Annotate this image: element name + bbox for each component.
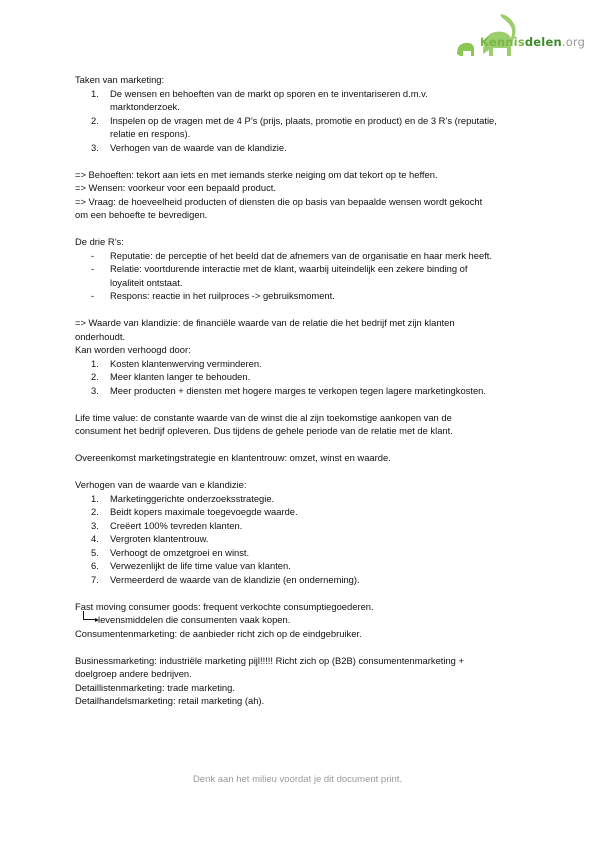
list-item: 1. Kosten klantenwerving verminderen.: [91, 357, 262, 369]
section-heading: Verhogen van de waarde van e klandizie:: [75, 479, 247, 490]
list-item: - Reputatie: de perceptie of het beeld dat de afnemers van de organisatie en haar merk heeft.: [91, 249, 493, 261]
paragraph-line: doelgroep andere bedrijven.: [75, 668, 192, 679]
definition-line: om een behoefte te bevredigen.: [75, 209, 208, 220]
paragraph-line: Businessmarketing: industriële marketing pijl!!!!! Richt zich op (B2B) consumentenmarketing +: [75, 654, 464, 666]
sub-line: levensmiddelen die consumenten vaak kopen.: [75, 613, 535, 627]
list-item: 5. Verhoogt de omzetgroei en winst.: [91, 546, 250, 558]
paragraph-line: Consumentenmarketing: de aanbieder richt zich op de eindgebruiker.: [75, 627, 362, 639]
list-item: - Relatie: voortdurende interactie met de klant, waarbij uiteindelijk een zekere binding of loyaliteit ontstaat.: [91, 263, 468, 288]
footer-note: Denk aan het milieu voordat je dit document print.: [192, 774, 403, 785]
definition-line: => Wensen: voorkeur voor een bepaald product.: [75, 182, 276, 193]
paragraph-line: Overeenkomst marketingstrategie en klantentrouw: omzet, winst en waarde.: [75, 452, 391, 463]
list-item: 2. Meer klanten langer te behouden.: [91, 371, 251, 382]
logo-text: Kennisdelen.org: [480, 35, 586, 49]
list-item: 1. De wensen en behoeften van de markt op sporen en te inventariseren d.m.v. marktonderzoek.: [91, 87, 428, 112]
list-item: - Respons: reactie in het ruilproces -> gebruiksmoment.: [91, 290, 335, 301]
list-item: 7. Vermeerderd de waarde van de klandizie (en onderneming).: [91, 573, 360, 585]
section-heading: De drie R’s:: [75, 236, 124, 247]
list-item: 2. Beidt kopers maximale toegevoegde waarde.: [91, 506, 298, 517]
list-item: 2. Inspelen op de vragen met de 4 P’s (prijs, plaats, promotie en product) en de 3 R’s (reputatie, relatie en respons).: [91, 114, 497, 139]
list-item: 1. Marketinggerichte onderzoeksstrategie.: [91, 492, 275, 504]
paragraph-line: Detailhandelsmarketing: retail marketing (ah).: [75, 695, 265, 706]
list-item: 6. Verwezenlijkt de life time value van klanten.: [91, 560, 291, 571]
section-heading: Taken van marketing:: [75, 74, 165, 85]
list-item: 3. Creëert 100% tevreden klanten.: [91, 519, 243, 531]
definition-line: => Vraag: de hoeveelheid producten of diensten die op basis van bepaalde wensen wordt gekocht: [75, 195, 483, 207]
paragraph-line: Detaillistenmarketing: trade marketing.: [75, 681, 235, 693]
taken-list: [75, 87, 535, 155]
paragraph-line: consument het bedrijf opleveren. Dus tijdens de gehele periode van de relatie met de klant.: [75, 425, 453, 436]
definition-line: => Waarde van klandizie: de financiële waarde van de relatie die het bedrijf met zijn klanten: [75, 317, 455, 328]
list-item: 3. Meer producten + diensten met hogere marges te verkopen tegen lagere marketingkosten.: [91, 384, 487, 396]
section-heading: Kan worden verhoogd door:: [75, 344, 191, 355]
paragraph-line: Life time value: de constante waarde van de winst die al zijn toekomstige aankopen van de: [75, 411, 452, 423]
list-item: 4. Vergroten klantentrouw.: [91, 533, 209, 544]
paragraph-line: Fast moving consumer goods: frequent verkochte consumptiegoederen.: [75, 600, 374, 612]
list-item: 3. Verhogen van de waarde van de klandizie.: [91, 141, 287, 153]
definition-line: => Behoeften: tekort aan iets en met iemands sterke neiging om dat tekort op te heffen.: [75, 168, 438, 180]
document-body: [75, 73, 535, 708]
turn-right-arrow-icon: [83, 611, 96, 620]
definition-line: onderhoudt.: [75, 330, 126, 342]
